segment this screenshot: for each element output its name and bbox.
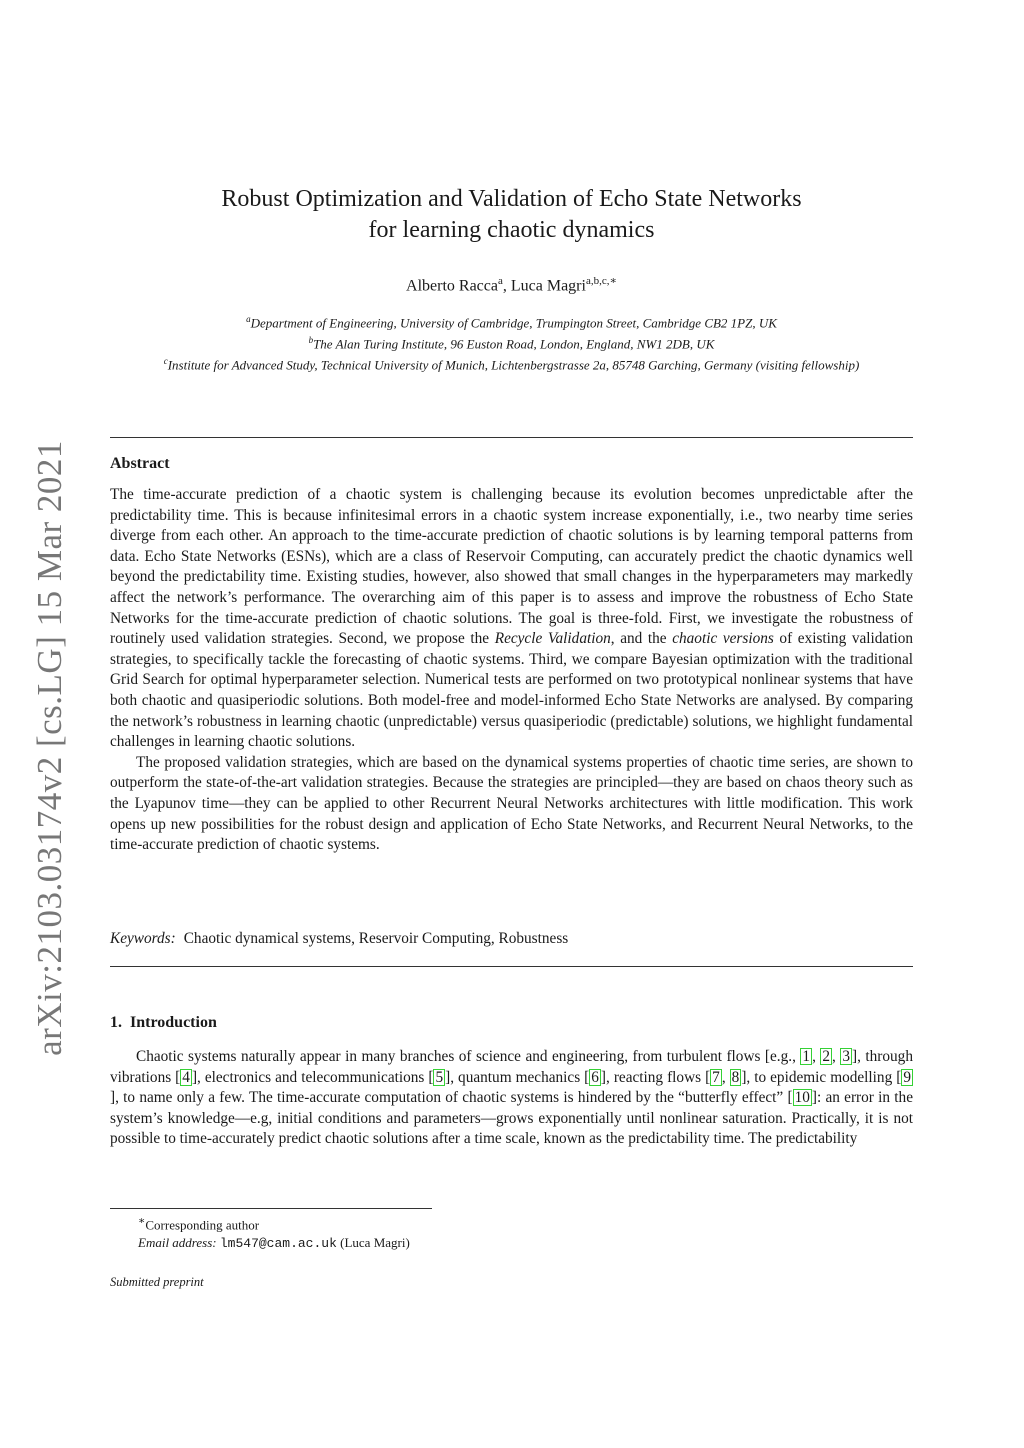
- affiliations: [110, 311, 913, 373]
- author-racca: Alberto Racca: [406, 277, 498, 295]
- arxiv-identifier: arXiv:2103.03174v2 [cs.LG] 15 Mar 2021: [30, 440, 70, 1056]
- section-title: Introduction: [130, 1014, 217, 1031]
- author-list: [110, 274, 913, 295]
- author-racca-affil: a: [497, 275, 503, 287]
- title-line-2: for learning chaotic dynamics: [368, 217, 655, 243]
- citation-link-1[interactable]: 1: [802, 1048, 811, 1065]
- abstract-paragraph-1: [110, 485, 913, 753]
- citation-link-10[interactable]: 10: [794, 1089, 810, 1107]
- footnote-corresponding: [110, 1212, 610, 1234]
- affiliation-b: [110, 332, 913, 353]
- citation-link-2[interactable]: 2: [822, 1048, 831, 1065]
- footnote-mark: ∗: [138, 1215, 146, 1227]
- affiliation-a: [110, 311, 913, 332]
- affiliation-text-a: Department of Engineering, University of Cambridge, Trumpington Street, Cambridge CB2 1PZ, UK: [250, 315, 777, 331]
- affiliation-c: [110, 353, 913, 374]
- affiliation-text-b: The Alan Turing Institute, 96 Euston Road, London, England, NW1 2DB, UK: [313, 336, 715, 352]
- submitted-preprint: Submitted preprint: [110, 1275, 204, 1289]
- intro-text-1: Chaotic systems naturally appear in many branches of science and engineering, from turbulent flows [e.g.,: [136, 1048, 801, 1065]
- citation-link-5[interactable]: 5: [435, 1068, 444, 1086]
- footnote: [110, 1212, 610, 1253]
- abstract-p1-emphasis-chaotic: chaotic versions: [672, 630, 774, 648]
- section-heading-introduction: [110, 1014, 217, 1032]
- affiliation-mark-c: c: [163, 355, 168, 366]
- abstract-p1-part-b: , and the: [610, 630, 673, 648]
- abstract-body: [110, 485, 913, 856]
- affiliation-text-c: Institute for Advanced Study, Technical University of Munich, Lichtenbergstrasse 2a, 85748 Garching, Germany (visiting fellowship): [167, 356, 860, 372]
- intro-text-8: ]: an error in the system’s knowledge—e.g, initial conditions and parameters—grows exponentially until nonlinear saturation. Practically, it is not possible to time-accurately predict chaotic solutions after a time scale, known as the predictability time. The predictability: [110, 1089, 913, 1148]
- intro-text-6: ], to epidemic modelling [: [741, 1068, 902, 1086]
- citation-link-6[interactable]: 6: [591, 1068, 599, 1086]
- abstract-heading: Abstract: [110, 455, 170, 472]
- intro-text-4: ], quantum mechanics [: [445, 1068, 590, 1086]
- author-magri: Luca Magri: [510, 277, 586, 295]
- author-magri-affil: a,b,c,∗: [585, 275, 617, 287]
- title-line-1: Robust Optimization and Validation of Echo State Networks: [221, 186, 802, 212]
- arxiv-stamp: [30, 440, 70, 1056]
- footnote-email-address[interactable]: lm547@cam.ac.uk: [219, 1236, 337, 1252]
- intro-text-5: ], reacting flows [: [600, 1068, 711, 1086]
- section-number: 1.: [110, 1014, 122, 1031]
- introduction-paragraph: Chaotic systems naturally appear in many branches of science and engineering, from turbulent flows [e.g., 1 , 2 , 3 ], through vibrations [ 4 ], electronics and telecommunications [ 5 ], quantum mechanics [ 6 ], reacting flows [ 7 , 8 ], to epidemic modelling [ 9], to name only a few. The time-accurate computation of chaotic systems is hindered by the “butterfly effect” [ 10 ]: an error in the system’s knowledge—e.g, initial conditions and parameters—grows exponentially until nonlinear saturation. Practically, it is not possible to time-accurately predict chaotic solutions after a time scale, known as the predictability time. The predictability: [110, 1048, 913, 1148]
- footnote-email: [110, 1234, 610, 1253]
- keywords-text: Chaotic dynamical systems, Reservoir Computing, Robustness: [183, 930, 569, 947]
- abstract-top-rule: [110, 437, 913, 438]
- citation-link-7[interactable]: 7: [712, 1068, 720, 1086]
- intro-text-2: ], through vibrations [: [110, 1048, 913, 1086]
- footnote-email-label: Email address:: [138, 1235, 217, 1251]
- keywords-label: Keywords:: [110, 930, 176, 947]
- abstract-bottom-rule: [110, 966, 913, 967]
- affiliation-mark-b: b: [308, 334, 314, 345]
- citation-link-4[interactable]: 4: [182, 1068, 190, 1086]
- abstract-p1-emphasis-recycle: Recycle Validation: [494, 630, 611, 648]
- footnote-corresponding-text: Corresponding author: [145, 1217, 260, 1233]
- abstract-paragraph-2: The proposed validation strategies, which are based on the dynamical systems properties of chaotic time series, are shown to outperform the state-of-the-art validation strategies. Because the strategies are principled—they are based on chaos theory such as the Lyapunov time—they can be applied to other Recurrent Neural Networks architectures with little modification. This work opens up new possibilities for the robust design and application of Echo State Networks, and Recurrent Neural Networks, to the time-accurate prediction of chaotic systems.: [110, 753, 913, 854]
- citation-link-3[interactable]: 3: [842, 1048, 850, 1065]
- citation-link-8[interactable]: 8: [731, 1068, 740, 1086]
- abstract-p1-part-a: The time-accurate prediction of a chaotic system is challenging because its evolution becomes unpredictable after the predictability time. This is because infinitesimal errors in a chaotic system increase exponentially, i.e., two nearby time series diverge from each other. An approach to the time-accurate prediction of chaotic solutions is by learning temporal patterns from data. Echo State Networks (ESNs), which are a class of Reservoir Computing, can accurately predict the chaotic dynamics well beyond the predictability time. Existing studies, however, also showed that small changes in the hyperparameters may markedly affect the network’s performance. The overarching aim of this paper is to assess and improve the robustness of Echo State Networks for the time-accurate prediction of chaotic solutions. The goal is three-fold. First, we investigate the robustness of routinely used validation strategies. Second, we propose the: [110, 486, 913, 648]
- author-separator: ,: [502, 277, 511, 295]
- intro-text-7: ], to name only a few. The time-accurate computation of chaotic systems is hindered by the “butterfly effect” [: [110, 1089, 793, 1107]
- citation-link-9[interactable]: 9: [903, 1068, 911, 1086]
- footnote-rule: [110, 1208, 432, 1209]
- keywords: [110, 930, 913, 948]
- affiliation-mark-a: a: [246, 314, 251, 324]
- paper-title: [110, 184, 913, 246]
- footnote-email-name: (Luca Magri): [340, 1235, 410, 1251]
- abstract-p1-part-c: of existing validation strategies, to specifically tackle the forecasting of chaotic systems. Third, we compare Bayesian optimization with the traditional Grid Search for optimal hyperparameter selection. Numerical tests are performed on two prototypical nonlinear systems that have both chaotic and quasiperiodic solutions. Both model-free and model-informed Echo State Networks are analysed. By comparing the network’s robustness in learning chaotic (unpredictable) versus quasiperiodic (predictable) solutions, we highlight fundamental challenges in learning chaotic solutions.: [110, 630, 914, 751]
- intro-text-3: ], electronics and telecommunications [: [191, 1068, 434, 1086]
